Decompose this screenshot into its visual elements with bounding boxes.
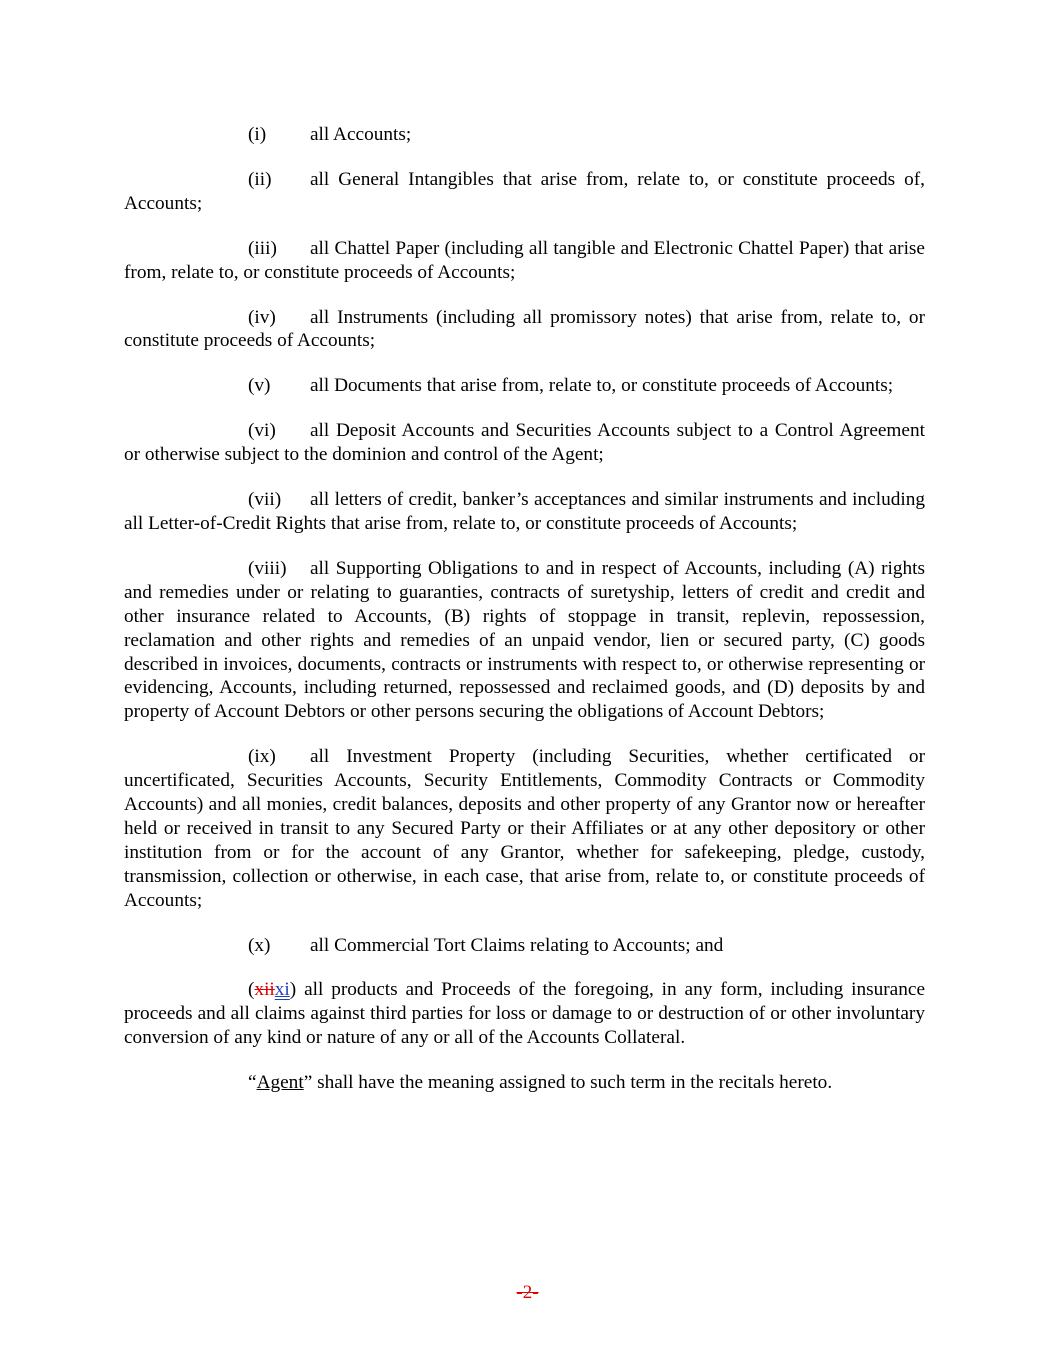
clause-ii: [124, 168, 925, 216]
clause-number: (x): [248, 934, 271, 956]
clause-text: all Documents that arise from, relate to, or constitute proceeds of Accounts;: [310, 375, 894, 397]
definition-agent: [124, 1071, 925, 1095]
clause-xi: [124, 978, 925, 1050]
clause-number: (iv): [248, 306, 276, 328]
open-quote: “: [248, 1072, 257, 1094]
clause-number: (vii): [248, 489, 282, 511]
deleted-revision: xii: [254, 979, 275, 1001]
clause-i: [124, 123, 925, 147]
clause-text: all Chattel Paper (including all tangible and Electronic Chattel Paper) that arise from, relate to, or constitute proceeds of Accounts;: [124, 237, 925, 283]
clause-text: all letters of credit, banker’s acceptances and similar instruments and including all Letter-of-Credit Rights that arise from, relate to, or constitute proceeds of Accounts;: [124, 489, 925, 534]
page-number: -2-: [516, 1282, 539, 1303]
clause-text: all Investment Property (including Securities, whether certificated or uncertificated, Securities Accounts, Security Entitlements, Commodity Contracts or Commodity Accounts) and all monies, credit balances, deposits and other property of any Grantor now or hereafter held or received in transit to any Secured Party or their Affiliates or at any other depository or other institution from or for the account of any Grantor, whether for safekeeping, pledge, custody, transmission, collection or otherwise, in each case, that arise from, relate to, or constitute proceeds of Accounts;: [124, 746, 925, 911]
clause-text: all Instruments (including all promissory notes) that arise from, relate to, or constitute proceeds of Accounts;: [124, 306, 925, 352]
document-body: [124, 123, 925, 1116]
inserted-revision: xi: [274, 979, 290, 1001]
clause-ix: [124, 745, 925, 912]
clause-text: all Deposit Accounts and Securities Accounts subject to a Control Agreement or otherwise subject to the dominion and control of the Agent;: [124, 420, 925, 466]
clause-number: (viii): [248, 557, 287, 579]
clause-viii: [124, 557, 925, 724]
clause-text: all Accounts;: [310, 124, 412, 145]
close-quote: ”: [303, 1072, 313, 1094]
clause-number: (vi): [248, 420, 276, 442]
clause-number: (iii): [248, 237, 277, 259]
defined-term: Agent: [256, 1072, 304, 1094]
clause-vii: [124, 488, 925, 536]
clause-number: (i): [248, 124, 267, 145]
clause-number-open: (: [248, 979, 255, 1001]
clause-iii: [124, 237, 925, 285]
clause-v: [124, 374, 925, 398]
clause-text: all Supporting Obligations to and in respect of Accounts, including (A) rights and remedies under or relating to guaranties, contracts of suretyship, letters of credit and credit and other insurance related to Accounts, (B) rights of stoppage in transit, replevin, repossession, reclamation and other rights and remedies of an unpaid vendor, lien or secured party, (C) goods described in invoices, documents, contracts or instruments with respect to, or otherwise representing or evidencing, Accounts, including returned, repossessed and reclaimed goods, and (D) deposits by and property of Account Debtors or other persons securing the obligations of Account Debtors;: [124, 557, 925, 723]
clause-number: (v): [248, 375, 271, 397]
definition-text: shall have the meaning assigned to such term in the recitals hereto.: [312, 1072, 833, 1094]
clause-number-close: ): [289, 979, 297, 1001]
clause-text: all Commercial Tort Claims relating to Accounts; and: [310, 934, 724, 956]
clause-vi: [124, 419, 925, 467]
page-footer: [0, 1281, 1055, 1305]
clause-number: (ix): [248, 746, 276, 768]
clause-number: (ii): [248, 168, 272, 190]
clause-text: all General Intangibles that arise from, relate to, or constitute proceeds of, Accounts;: [124, 168, 925, 214]
clause-text: all products and Proceeds of the foregoing, in any form, including insurance proceeds and all claims against third parties for loss or damage to or destruction of or other involuntary conversion of any kind or nature of any or all of the Accounts Collateral.: [124, 979, 925, 1049]
clause-iv: [124, 306, 925, 354]
clause-x: [124, 934, 925, 958]
